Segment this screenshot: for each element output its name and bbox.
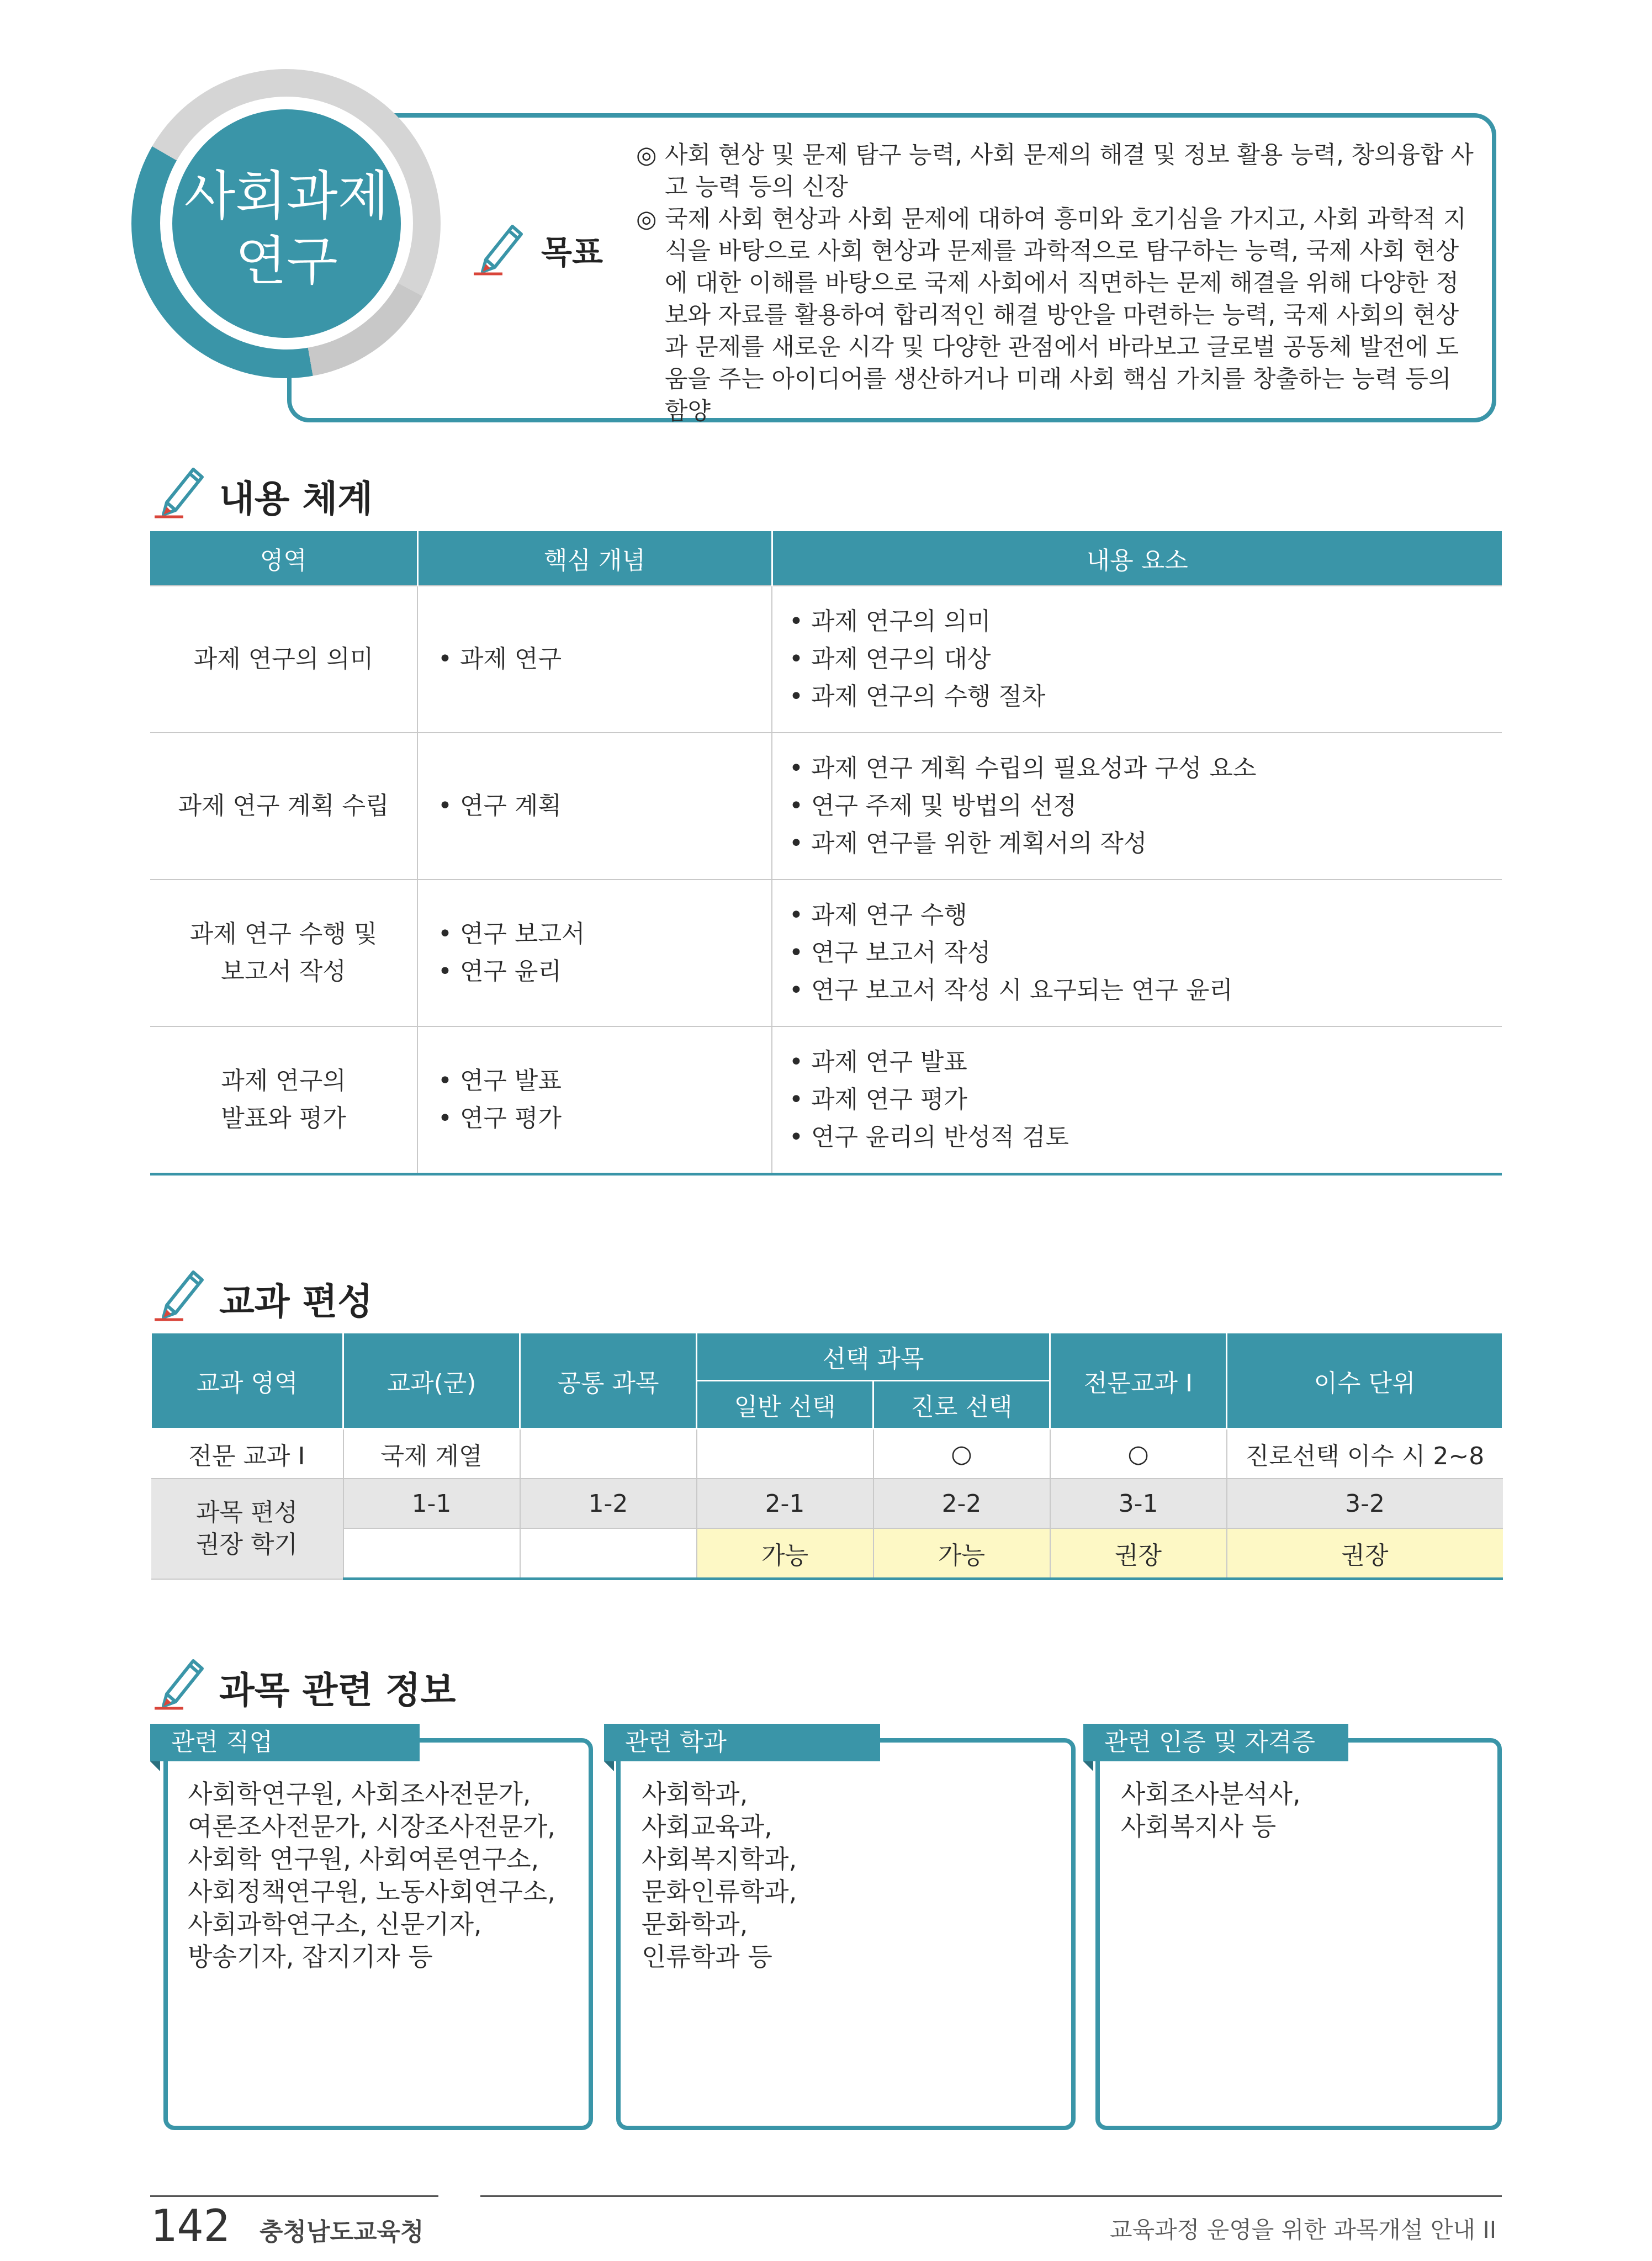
concept-text: • 과제 연구 (438, 645, 562, 673)
footer-divider (150, 2195, 438, 2197)
column-header: 진로 선택 (873, 1381, 1050, 1429)
list-item: 사회학연구원, 사회조사전문가, (188, 1779, 531, 1809)
element-text: • 과제 연구 평가 (789, 1086, 967, 1114)
organization-name: 충청남도교육청 (260, 2218, 424, 2246)
semester-cell: 1-1 (343, 1479, 520, 1528)
list-item: 사회학 연구원, 사회여론연구소, (188, 1844, 539, 1874)
goal-text: 사회 현상 및 문제 탐구 능력, 사회 문제의 해결 및 정보 활용 능력, 창의융합 사고 능력 등의 신장 (665, 141, 1474, 201)
tab-notch (150, 1761, 160, 1771)
list-item: 사회학과, (642, 1779, 748, 1809)
table-row (150, 586, 1502, 733)
section-title: 교과 편성 (219, 1280, 373, 1323)
list-item: 여론조사전문가, 시장조사전문가, (188, 1812, 555, 1841)
table-cell: ○ (1050, 1429, 1227, 1479)
section-title: 과목 관련 정보 (219, 1669, 456, 1712)
page-number: 142 (150, 2200, 230, 2252)
list-item: 방송기자, 잡지기자 등 (188, 1942, 433, 1972)
concept-text: • 연구 평가 (438, 1104, 562, 1132)
list-item: 사회정책연구원, 노동사회연구소, (188, 1877, 555, 1907)
element-text: • 과제 연구 수행 (789, 901, 967, 929)
column-header: 전문교과 I (1050, 1333, 1227, 1429)
recommend-cell: 가능 (697, 1528, 873, 1579)
concept-text: • 연구 윤리 (438, 957, 562, 986)
column-header: 교과(군) (343, 1333, 520, 1429)
list-item: 사회복지학과, (642, 1844, 797, 1874)
concept-cell (417, 1026, 772, 1174)
concept-cell (417, 880, 772, 1026)
table-cell: 전문 교과 I (151, 1429, 343, 1479)
element-text: • 과제 연구의 수행 절차 (789, 682, 1046, 711)
area-cell (150, 1026, 417, 1174)
concept-text: • 연구 계획 (438, 792, 562, 820)
table-row (150, 1026, 1502, 1174)
section-title: 내용 체계 (219, 478, 373, 520)
column-header: 영역 (150, 531, 417, 586)
goal-label: 목표 (541, 234, 603, 271)
subject-title-line2: 연구 (235, 230, 338, 292)
element-cell (772, 733, 1502, 880)
concept-text: • 연구 발표 (438, 1067, 562, 1095)
concept-cell (417, 586, 772, 733)
area-cell (150, 880, 417, 1026)
table-header-row (151, 1333, 1503, 1381)
table-cell: 국제 계열 (343, 1429, 520, 1479)
curriculum-table (150, 1332, 1503, 1580)
area-text: 과제 연구 계획 수립 (178, 792, 389, 820)
row-label-text: 권장 학기 (195, 1530, 298, 1559)
goal-text: 국제 사회 현상과 사회 문제에 대하여 흥미와 호기심을 가지고, 사회 과학적 지식을 바탕으로 사회 현상과 문제를 과학적으로 탐구하는 능력, 국제 사회 현상에 대한 이해를 바탕으로 국제 사회에서 직면하는 문제 해결을 위해 다양한 정보와 자료를 활용하여 합리적인 해결 방안을 마련하는 능력, 국제 사회의 현상과 문제를 새로운 시각 및 다양한 관점에서 바라보고 글로벌 공동체 발전에 도움을 주는 아이디어를 생산하거나 미래 사회 핵심 가치를 창출하는 능력 등의 함양 (665, 205, 1466, 425)
table-row (151, 1528, 1503, 1579)
table-row (151, 1429, 1503, 1479)
related-departments-tab (604, 1724, 880, 1761)
goal-list (636, 139, 1481, 427)
box-title: 관련 직업 (171, 1728, 273, 1756)
element-text: • 연구 보고서 작성 시 요구되는 연구 윤리 (789, 976, 1233, 1004)
box-title: 관련 학과 (625, 1728, 727, 1756)
box-title: 관련 인증 및 자격증 (1104, 1728, 1315, 1756)
related-jobs-tab (150, 1724, 420, 1761)
element-text: • 과제 연구 계획 수립의 필요성과 구성 요소 (789, 754, 1257, 782)
list-item: 사회과학연구소, 신문기자, (188, 1909, 482, 1939)
element-cell (772, 880, 1502, 1026)
list-item: 사회조사분석사, (1121, 1779, 1301, 1809)
row-label-cell (151, 1479, 343, 1579)
column-header: 일반 선택 (697, 1381, 873, 1429)
element-text: • 연구 보고서 작성 (789, 939, 991, 967)
semester-cell: 2-2 (873, 1479, 1050, 1528)
column-header: 공통 과목 (520, 1333, 697, 1429)
area-cell (150, 586, 417, 733)
tab-notch (1083, 1761, 1093, 1771)
element-text: • 과제 연구의 의미 (789, 607, 991, 636)
pencil-icon (469, 216, 530, 277)
semester-cell: 3-2 (1227, 1479, 1503, 1528)
element-cell (772, 1026, 1502, 1174)
list-item: 문화학과, (642, 1909, 748, 1939)
pencil-icon (150, 1262, 211, 1323)
related-certifications-tab (1083, 1724, 1348, 1761)
list-item: 인류학과 등 (642, 1942, 772, 1972)
goal-item (636, 203, 1481, 427)
area-text: 과제 연구의 의미 (193, 645, 374, 673)
recommend-cell (343, 1528, 520, 1579)
recommend-cell (520, 1528, 697, 1579)
recommend-cell: 권장 (1227, 1528, 1503, 1579)
table-header-row (150, 531, 1502, 586)
list-item: 사회복지사 등 (1121, 1812, 1277, 1841)
concept-text: • 연구 보고서 (438, 920, 585, 948)
element-cell (772, 586, 1502, 733)
element-text: • 연구 윤리의 반성적 검토 (789, 1123, 1069, 1151)
pencil-icon (150, 459, 211, 520)
column-header: 이수 단위 (1227, 1333, 1503, 1429)
content-system-table (150, 531, 1502, 1175)
list-item: 사회교육과, (642, 1812, 772, 1841)
footer-divider (480, 2195, 1502, 2197)
element-text: • 과제 연구의 대상 (789, 645, 991, 673)
semester-cell: 1-2 (520, 1479, 697, 1528)
concept-cell (417, 733, 772, 880)
list-item: 문화인류학과, (642, 1877, 797, 1907)
table-row (151, 1479, 1503, 1528)
goal-bullet: ◎ (636, 205, 657, 233)
area-text: 과제 연구 수행 및 (189, 920, 378, 948)
goal-bullet: ◎ (636, 141, 657, 169)
semester-cell: 3-1 (1050, 1479, 1227, 1528)
column-header: 핵심 개념 (417, 531, 772, 586)
element-text: • 연구 주제 및 방법의 선정 (789, 792, 1077, 820)
related-departments-list (642, 1778, 797, 1973)
pencil-icon (150, 1651, 211, 1712)
subject-title-badge (172, 109, 401, 338)
row-label-text: 과목 편성 (195, 1498, 298, 1527)
table-row (150, 733, 1502, 880)
table-cell: ○ (873, 1429, 1050, 1479)
element-text: • 과제 연구 발표 (789, 1048, 967, 1076)
semester-cell: 2-1 (697, 1479, 873, 1528)
guide-title: 교육과정 운영을 위한 과목개설 안내 II (1110, 2216, 1497, 2243)
tab-notch (604, 1761, 614, 1771)
table-cell (520, 1429, 697, 1479)
column-header: 내용 요소 (772, 531, 1502, 586)
area-text: 과제 연구의 (221, 1067, 346, 1095)
related-certifications-list (1121, 1778, 1301, 1843)
related-jobs-list (188, 1778, 555, 1973)
element-text: • 과제 연구를 위한 계획서의 작성 (789, 829, 1147, 857)
subject-title-line1: 사회과제 (184, 165, 389, 227)
table-row (150, 880, 1502, 1026)
area-text: 발표와 평가 (221, 1104, 346, 1132)
area-text: 보고서 작성 (221, 957, 346, 986)
recommend-cell: 가능 (873, 1528, 1050, 1579)
column-header: 선택 과목 (697, 1333, 1050, 1381)
table-cell (697, 1429, 873, 1479)
recommend-cell: 권장 (1050, 1528, 1227, 1579)
goal-item (636, 139, 1481, 203)
table-cell: 진로선택 이수 시 2~8 (1227, 1429, 1503, 1479)
column-header: 교과 영역 (151, 1333, 343, 1429)
area-cell (150, 733, 417, 880)
